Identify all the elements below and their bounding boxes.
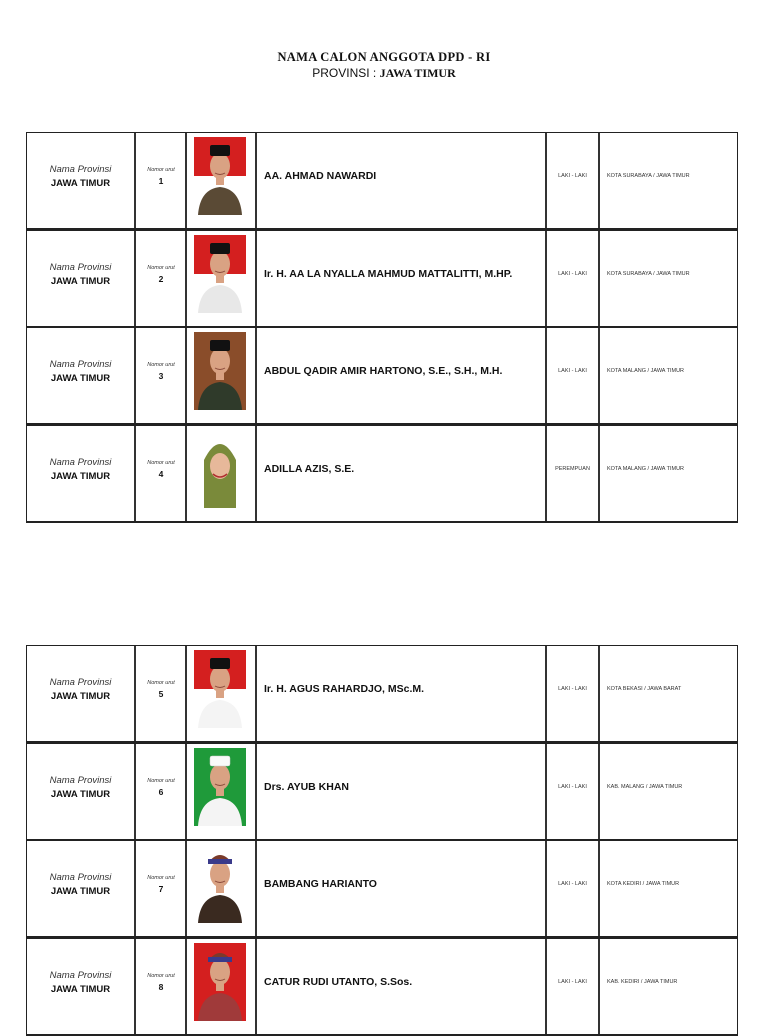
number-cell [137, 646, 187, 741]
photo-cell [187, 426, 257, 521]
candidate-domicile: KOTA SURABAYA / JAWA TIMUR [607, 270, 690, 277]
candidate-domicile: KAB. MALANG / JAWA TIMUR [607, 783, 683, 790]
candidate-number: 2 [158, 273, 164, 284]
candidate-sex: LAKI - LAKI [558, 686, 587, 692]
candidate-name: AA. AHMAD NAWARDI [264, 170, 377, 182]
province-label: Nama Provinsi [49, 456, 112, 468]
candidate-name: ADILLA AZIS, S.E. [264, 462, 355, 475]
domicile-cell [600, 744, 737, 839]
province-subtitle [0, 66, 768, 81]
candidate-row [26, 132, 738, 230]
candidate-number: 5 [158, 689, 164, 699]
province-value: JAWA TIMUR [50, 178, 111, 189]
domicile-cell [600, 426, 737, 521]
candidate-row [26, 327, 738, 425]
number-label: Nomor urut [147, 777, 175, 784]
province-label: Nama Provinsi [49, 261, 112, 273]
number-label: Nomor urut [147, 167, 175, 173]
candidate-name: ABDUL QADIR AMIR HARTONO, S.E., S.H., M.H. [264, 365, 503, 377]
number-cell [137, 939, 187, 1034]
candidate-row [26, 645, 738, 743]
province-cell [27, 328, 136, 423]
candidate-photo [194, 332, 246, 410]
province-value: JAWA TIMUR [50, 788, 111, 800]
province-cell [27, 426, 136, 521]
sex-cell [547, 939, 600, 1034]
name-cell [257, 939, 547, 1034]
province-cell [27, 646, 136, 741]
number-label: Nomor urut [147, 264, 175, 271]
number-label: Nomor urut [147, 875, 175, 881]
photo-cell [187, 328, 257, 423]
name-cell [257, 841, 547, 936]
candidate-sex: LAKI - LAKI [558, 173, 587, 179]
name-cell [257, 328, 547, 423]
candidate-name: CATUR RUDI UTANTO, S.Sos. [264, 975, 413, 988]
domicile-cell [600, 841, 737, 936]
candidate-photo [194, 137, 246, 215]
name-cell [257, 646, 547, 741]
number-label: Nomor urut [147, 459, 175, 466]
domicile-cell [600, 133, 737, 228]
province-cell [27, 841, 136, 936]
candidate-sex: LAKI - LAKI [558, 881, 587, 887]
name-cell [257, 231, 547, 326]
province-cell [27, 133, 136, 228]
candidate-sex: LAKI - LAKI [558, 783, 587, 790]
candidate-number: 4 [158, 468, 164, 479]
candidate-domicile: KOTA SURABAYA / JAWA TIMUR [607, 173, 690, 179]
candidate-domicile: KAB. KEDIRI / JAWA TIMUR [607, 978, 678, 985]
province-value: JAWA TIMUR [50, 275, 111, 287]
province-label: Nama Provinsi [49, 359, 112, 370]
province-value: JAWA TIMUR [50, 983, 111, 995]
domicile-cell [600, 646, 737, 741]
number-label: Nomor urut [147, 362, 175, 368]
candidate-number: 3 [158, 371, 164, 381]
province-value: JAWA TIMUR [50, 470, 111, 482]
province-value: JAWA TIMUR [50, 373, 111, 384]
candidate-domicile: KOTA KEDIRI / JAWA TIMUR [607, 881, 680, 887]
province-cell [27, 939, 136, 1034]
candidate-row [26, 743, 738, 841]
province-name: JAWA TIMUR [379, 66, 456, 80]
province-label: Nama Provinsi [49, 774, 112, 786]
domicile-cell [600, 328, 737, 423]
number-cell [137, 426, 187, 521]
candidate-sex: LAKI - LAKI [558, 270, 587, 277]
candidate-number: 8 [158, 981, 164, 992]
sex-cell [547, 646, 600, 741]
candidate-sex: LAKI - LAKI [558, 978, 587, 985]
sex-cell [547, 231, 600, 326]
sex-cell [547, 133, 600, 228]
name-cell [257, 133, 547, 228]
candidate-name: Ir. H. AA LA NYALLA MAHMUD MATTALITTI, M.HP. [264, 267, 513, 280]
number-cell [137, 841, 187, 936]
domicile-cell [600, 231, 737, 326]
candidate-photo [194, 943, 246, 1021]
page-title: NAMA CALON ANGGOTA DPD - RI [277, 50, 491, 64]
candidate-name: Ir. H. AGUS RAHARDJO, MSc.M. [264, 683, 425, 695]
photo-cell [187, 841, 257, 936]
candidate-domicile: KOTA MALANG / JAWA TIMUR [607, 465, 685, 472]
province-label: Nama Provinsi [49, 677, 112, 688]
photo-cell [187, 744, 257, 839]
number-cell [137, 744, 187, 839]
candidate-sex: PEREMPUAN [555, 465, 590, 472]
page-header [0, 50, 768, 81]
province-prefix: PROVINSI : [312, 66, 380, 80]
candidate-number: 1 [158, 176, 164, 186]
province-value: JAWA TIMUR [50, 886, 111, 897]
candidate-name: Drs. AYUB KHAN [264, 780, 349, 793]
number-cell [137, 328, 187, 423]
number-label: Nomor urut [147, 972, 175, 979]
candidate-domicile: KOTA MALANG / JAWA TIMUR [607, 368, 685, 374]
candidate-photo [194, 650, 246, 728]
candidate-photo [194, 430, 246, 508]
photo-cell [187, 231, 257, 326]
candidate-photo [194, 748, 246, 826]
candidate-row [26, 425, 738, 523]
sex-cell [547, 841, 600, 936]
candidate-row [26, 840, 738, 938]
province-label: Nama Provinsi [49, 969, 112, 981]
province-label: Nama Provinsi [49, 164, 112, 175]
number-label: Nomor urut [147, 680, 175, 686]
photo-cell [187, 939, 257, 1034]
province-value: JAWA TIMUR [50, 691, 111, 702]
sex-cell [547, 328, 600, 423]
number-cell [137, 231, 187, 326]
province-cell [27, 744, 136, 839]
number-cell [137, 133, 187, 228]
province-label: Nama Provinsi [49, 872, 112, 883]
candidate-row [26, 230, 738, 328]
candidate-name: BAMBANG HARIANTO [264, 878, 377, 890]
candidate-number: 7 [158, 884, 164, 894]
name-cell [257, 744, 547, 839]
province-cell [27, 231, 136, 326]
candidate-row [26, 938, 738, 1036]
sex-cell [547, 426, 600, 521]
sex-cell [547, 744, 600, 839]
domicile-cell [600, 939, 737, 1034]
photo-cell [187, 646, 257, 741]
candidate-photo [194, 845, 246, 923]
candidate-sex: LAKI - LAKI [558, 368, 587, 374]
photo-cell [187, 133, 257, 228]
name-cell [257, 426, 547, 521]
candidate-number: 6 [158, 786, 164, 797]
candidate-domicile: KOTA BEKASI / JAWA BARAT [607, 686, 682, 692]
candidate-photo [194, 235, 246, 313]
